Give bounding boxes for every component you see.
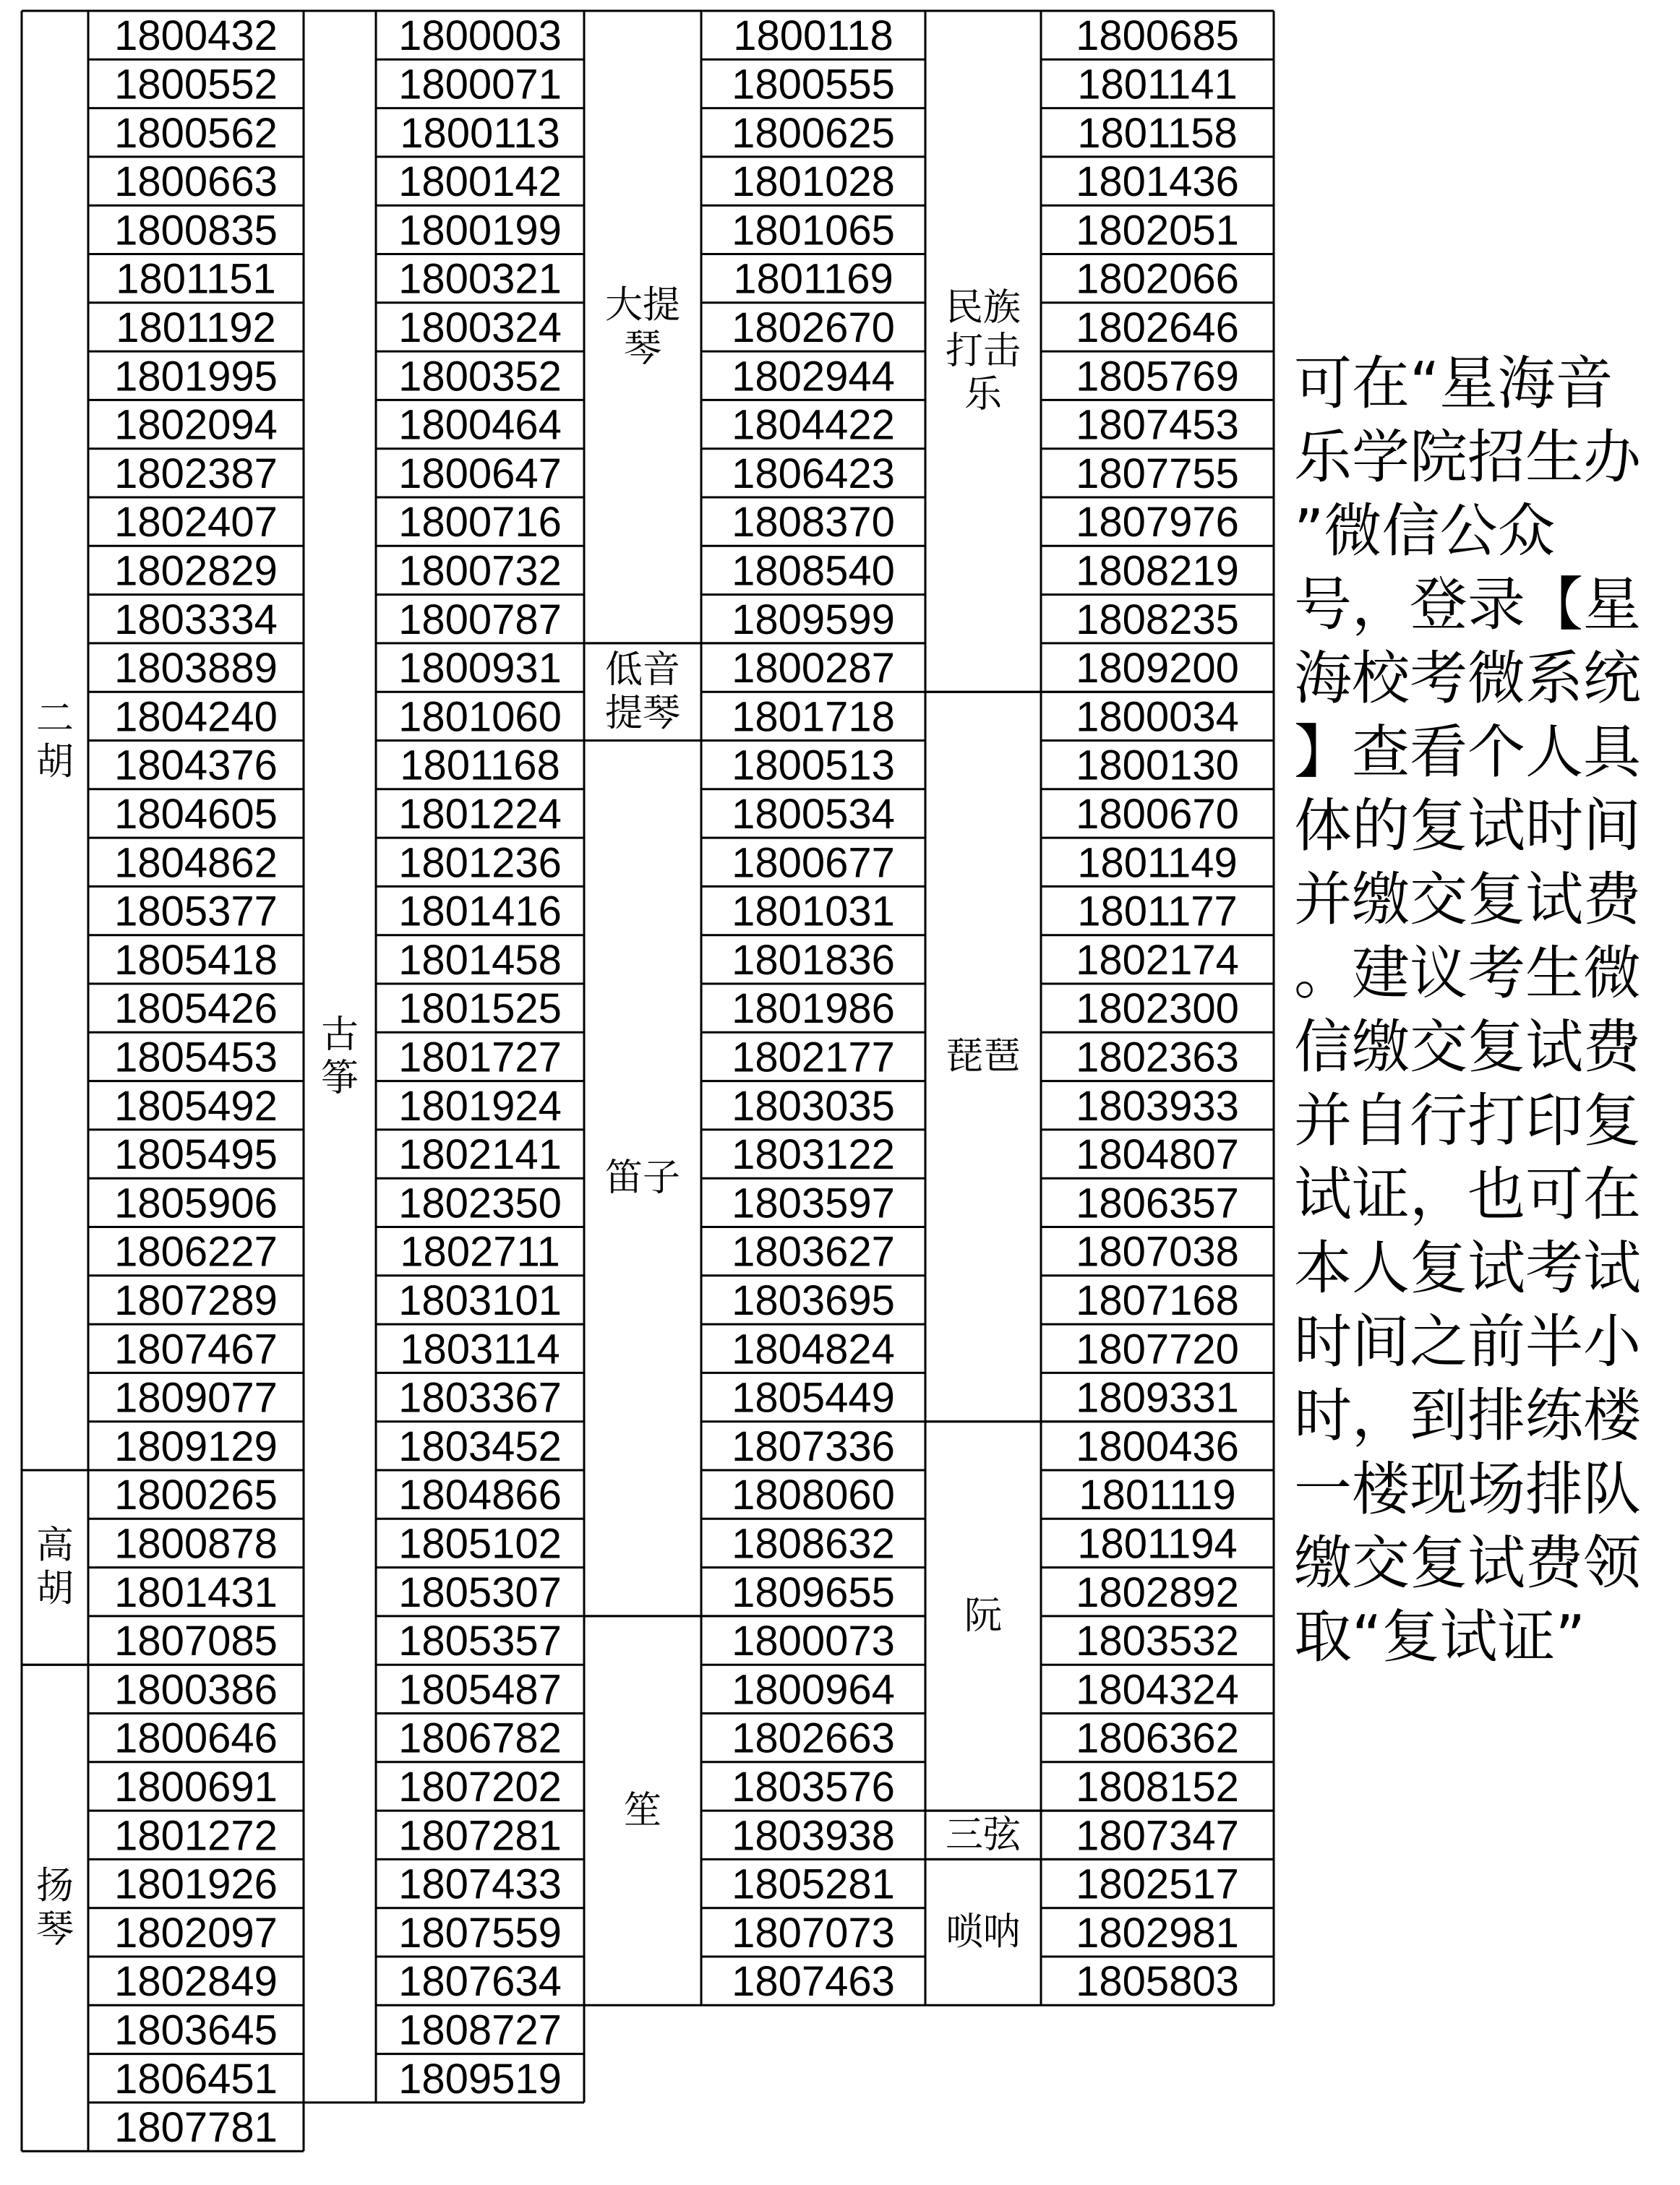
instrument-label: 阮 [964,1594,1003,1638]
notice-line: 。建议考生微 [1294,940,1641,1007]
instrument-label: 唢呐 [945,1910,1021,1954]
candidate-number: 1802944 [732,353,895,400]
notice-line: ”微信公众 [1294,497,1556,565]
candidate-number: 1807281 [398,1812,562,1860]
candidate-number: 1803695 [732,1276,895,1324]
candidate-number: 1800964 [732,1666,895,1714]
candidate-number: 1801065 [732,207,895,254]
candidate-number: 1803114 [400,1326,560,1373]
candidate-number: 1807073 [732,1909,895,1957]
candidate-number: 1804807 [1076,1131,1239,1179]
notice-line: 号，登录【星 [1294,571,1641,638]
candidate-number: 1802981 [1076,1909,1239,1957]
candidate-number: 1800034 [1076,693,1239,741]
candidate-number: 1803576 [732,1763,895,1811]
candidate-number: 1803035 [732,1082,895,1130]
candidate-number: 1800199 [398,207,562,254]
candidate-number: 1800625 [732,109,895,157]
instrument-label: 笙 [623,1789,662,1833]
candidate-number: 1802711 [400,1228,560,1276]
candidate-number: 1800324 [398,304,562,351]
candidate-number: 1800386 [114,1666,278,1714]
candidate-number: 1803532 [1076,1618,1239,1665]
candidate-number: 1803367 [398,1374,562,1422]
candidate-number: 1801192 [116,304,276,351]
candidate-number: 1801924 [398,1082,562,1130]
candidate-number: 1800436 [1076,1422,1239,1470]
notice-line: 试证，也可在 [1294,1161,1641,1228]
candidate-number: 1800003 [398,12,562,60]
candidate-number: 1802066 [1076,255,1239,303]
instrument-label: 胡 [35,740,74,784]
candidate-number: 1804376 [114,742,278,789]
candidate-number: 1801995 [114,353,278,400]
notice-text [1294,347,1670,1674]
candidate-number: 1802350 [398,1180,562,1227]
candidate-number: 1801431 [114,1568,278,1616]
instrument-label: 胡 [35,1567,74,1611]
candidate-number: 1805418 [114,936,278,984]
candidate-number: 1800716 [398,499,562,546]
candidate-number: 1804862 [114,839,278,887]
candidate-number: 1802387 [114,450,278,497]
candidate-number: 1804605 [114,790,278,838]
candidate-number: 1802646 [1076,304,1239,351]
candidate-number: 1801224 [398,790,562,838]
candidate-number: 1807336 [732,1422,895,1470]
candidate-number: 1806782 [398,1714,562,1762]
candidate-number: 1808152 [1076,1763,1239,1811]
candidate-number: 1807781 [114,2104,278,2152]
candidate-number: 1806357 [1076,1180,1239,1227]
instrument-label: 筝 [320,1056,359,1100]
candidate-number: 1800073 [732,1618,895,1665]
candidate-number: 1801194 [1077,1520,1238,1568]
notice-line: 信缴交复试费 [1294,1013,1641,1081]
candidate-number: 1809599 [732,596,895,643]
candidate-number: 1800352 [398,353,562,400]
candidate-number: 1803597 [732,1180,895,1227]
candidate-number: 1805377 [114,888,278,935]
candidate-number: 1800552 [114,61,278,108]
candidate-number: 1800663 [114,158,278,206]
candidate-number: 1802097 [114,1909,278,1957]
candidate-number: 1809519 [398,2055,562,2103]
notice-line: 一楼现场排队 [1294,1456,1641,1523]
instrument-label: 乐 [964,373,1003,417]
instrument-label: 琴 [623,327,662,371]
candidate-number: 1807467 [114,1326,278,1373]
instrument-label: 三弦 [945,1813,1021,1857]
candidate-number: 1800647 [398,450,562,497]
candidate-number: 1802892 [1076,1568,1239,1616]
candidate-number: 1803452 [398,1422,562,1470]
candidate-number: 1801060 [398,693,562,741]
candidate-number: 1801169 [733,255,893,303]
candidate-number: 1802670 [732,304,895,351]
candidate-number: 1803101 [398,1276,562,1324]
candidate-number: 1800931 [398,645,562,692]
candidate-number: 1809331 [1076,1374,1239,1422]
candidate-number: 1807755 [1076,450,1239,497]
instrument-label: 大提 [604,283,681,327]
candidate-number: 1808219 [1076,547,1239,595]
candidate-number: 1805906 [114,1180,278,1227]
candidate-number: 1804422 [732,401,895,449]
candidate-number: 1801031 [732,888,895,935]
notice-line: 海校考微系统 [1294,645,1641,712]
candidate-number: 1804866 [398,1472,562,1519]
candidate-number: 1803645 [114,2006,278,2054]
candidate-number: 1802407 [114,499,278,546]
candidate-number: 1801458 [398,936,562,984]
candidate-number: 1807463 [732,1958,895,2006]
candidate-number: 1801028 [732,158,895,206]
candidate-number: 1805102 [398,1520,562,1568]
candidate-number: 1801149 [1077,839,1238,887]
candidate-number: 1803334 [114,596,278,643]
candidate-number: 1807085 [114,1618,278,1665]
candidate-number: 1805803 [1076,1958,1239,2006]
notice-line: 缴交复试费领 [1294,1529,1641,1597]
candidate-number: 1807634 [398,1958,562,2006]
candidate-number: 1800071 [398,61,562,108]
candidate-number: 1800118 [733,12,893,60]
candidate-number: 1808540 [732,547,895,595]
candidate-number: 1800562 [114,109,278,157]
candidate-number: 1805281 [732,1860,895,1908]
candidate-number: 1800835 [114,207,278,254]
notice-line: 时间之前半小 [1294,1308,1641,1375]
candidate-number: 1800130 [1076,742,1239,789]
candidate-number: 1808727 [398,2006,562,2054]
candidate-number: 1800534 [732,790,895,838]
candidate-number: 1808370 [732,499,895,546]
candidate-number: 1807347 [1076,1812,1239,1860]
candidate-number: 1800691 [114,1763,278,1811]
candidate-number: 1800265 [114,1472,278,1519]
instrument-label: 琵琶 [945,1034,1021,1078]
candidate-number: 1800878 [114,1520,278,1568]
candidate-number: 1806362 [1076,1714,1239,1762]
candidate-number: 1804324 [1076,1666,1239,1714]
notice-line: 】查看个人具 [1294,718,1641,786]
candidate-number: 1805769 [1076,353,1239,400]
candidate-number: 1803938 [732,1812,895,1860]
candidate-number: 1807976 [1076,499,1239,546]
notice-line: 乐学院招生办 [1294,424,1641,491]
candidate-number: 1803627 [732,1228,895,1276]
candidate-number: 1800321 [398,255,562,303]
candidate-number: 1807433 [398,1860,562,1908]
instrument-label: 二 [35,697,74,741]
instrument-label: 民族 [945,286,1021,330]
candidate-number: 1802363 [1076,1034,1239,1081]
candidate-number: 1801718 [732,693,895,741]
candidate-number: 1807202 [398,1763,562,1811]
candidate-number: 1806423 [732,450,895,497]
notice-line: 并自行打印复 [1294,1087,1641,1154]
notice-line: 可在“星海音 [1294,350,1613,417]
candidate-number: 1805426 [114,985,278,1033]
candidate-number: 1802300 [1076,985,1239,1033]
candidate-number: 1809077 [114,1374,278,1422]
instrument-label: 古 [320,1013,359,1057]
candidate-number: 1800287 [732,645,895,692]
candidate-number: 1801436 [1076,158,1239,206]
candidate-number: 1801177 [1077,888,1238,935]
instrument-label: 琴 [35,1907,74,1952]
candidate-number: 1801986 [732,985,895,1033]
notice-line: 并缴交复试费 [1294,866,1641,933]
candidate-number: 1802094 [114,401,278,449]
candidate-number: 1805487 [398,1666,562,1714]
candidate-number: 1805307 [398,1568,562,1616]
candidate-number: 1808060 [732,1472,895,1519]
candidate-number: 1802177 [732,1034,895,1081]
instrument-label: 低音 [604,648,681,692]
candidate-number: 1807453 [1076,401,1239,449]
candidate-number: 1807720 [1076,1326,1239,1373]
candidate-number: 1801525 [398,985,562,1033]
candidate-number: 1801141 [1077,61,1238,108]
instrument-label: 提琴 [604,692,681,736]
candidate-number: 1800432 [114,12,278,60]
candidate-number: 1800142 [398,158,562,206]
candidate-number: 1800555 [732,61,895,108]
candidate-number: 1807038 [1076,1228,1239,1276]
candidate-number: 1801119 [1079,1472,1236,1519]
candidate-number: 1800670 [1076,790,1239,838]
candidate-number: 1805453 [114,1034,278,1081]
candidate-number: 1802663 [732,1714,895,1762]
candidate-number: 1801272 [114,1812,278,1860]
notice-line: 取“复试证” [1294,1603,1585,1670]
candidate-number: 1801416 [398,888,562,935]
candidate-number: 1800677 [732,839,895,887]
candidate-number: 1806451 [114,2055,278,2103]
candidate-number: 1804240 [114,693,278,741]
candidate-number: 1801151 [116,255,276,303]
candidate-number: 1801926 [114,1860,278,1908]
instrument-label: 笛子 [604,1156,681,1201]
candidate-number: 1804824 [732,1326,895,1373]
candidate-number: 1807559 [398,1909,562,1957]
instrument-label: 高 [35,1524,74,1568]
candidate-number: 1802517 [1076,1860,1239,1908]
candidate-number: 1800685 [1076,12,1239,60]
candidate-number: 1800464 [398,401,562,449]
instrument-label: 扬 [35,1864,74,1908]
notice-line: 体的复试时间 [1294,792,1641,859]
candidate-number: 1801836 [732,936,895,984]
candidate-number: 1803122 [732,1131,895,1179]
candidate-number: 1802849 [114,1958,278,2006]
candidate-number: 1802051 [1076,207,1239,254]
candidate-number: 1801168 [400,742,560,789]
candidate-number: 1806227 [114,1228,278,1276]
candidate-number: 1800787 [398,596,562,643]
candidate-number: 1800732 [398,547,562,595]
candidate-number: 1801158 [1077,109,1238,157]
candidate-number: 1802829 [114,547,278,595]
candidate-number: 1803933 [1076,1082,1239,1130]
instrument-label: 打击 [945,330,1021,374]
candidate-number: 1805492 [114,1082,278,1130]
candidate-number: 1805449 [732,1374,895,1422]
candidate-number: 1809129 [114,1422,278,1470]
candidate-number: 1805357 [398,1618,562,1665]
candidate-number: 1801727 [398,1034,562,1081]
notice-line: 时，到排练楼 [1294,1382,1641,1449]
candidate-number: 1800113 [400,109,560,157]
candidate-number: 1800646 [114,1714,278,1762]
candidate-number: 1808235 [1076,596,1239,643]
candidate-number: 1802174 [1076,936,1239,984]
candidate-number: 1807289 [114,1276,278,1324]
candidate-number: 1801236 [398,839,562,887]
candidate-number: 1802141 [398,1131,562,1179]
candidate-number: 1800513 [732,742,895,789]
candidate-number: 1807168 [1076,1276,1239,1324]
candidate-number: 1808632 [732,1520,895,1568]
candidate-number: 1809200 [1076,645,1239,692]
notice-line: 本人复试考试 [1294,1235,1641,1302]
candidate-number: 1805495 [114,1131,278,1179]
candidate-number: 1803889 [114,645,278,692]
candidate-number: 1809655 [732,1568,895,1616]
